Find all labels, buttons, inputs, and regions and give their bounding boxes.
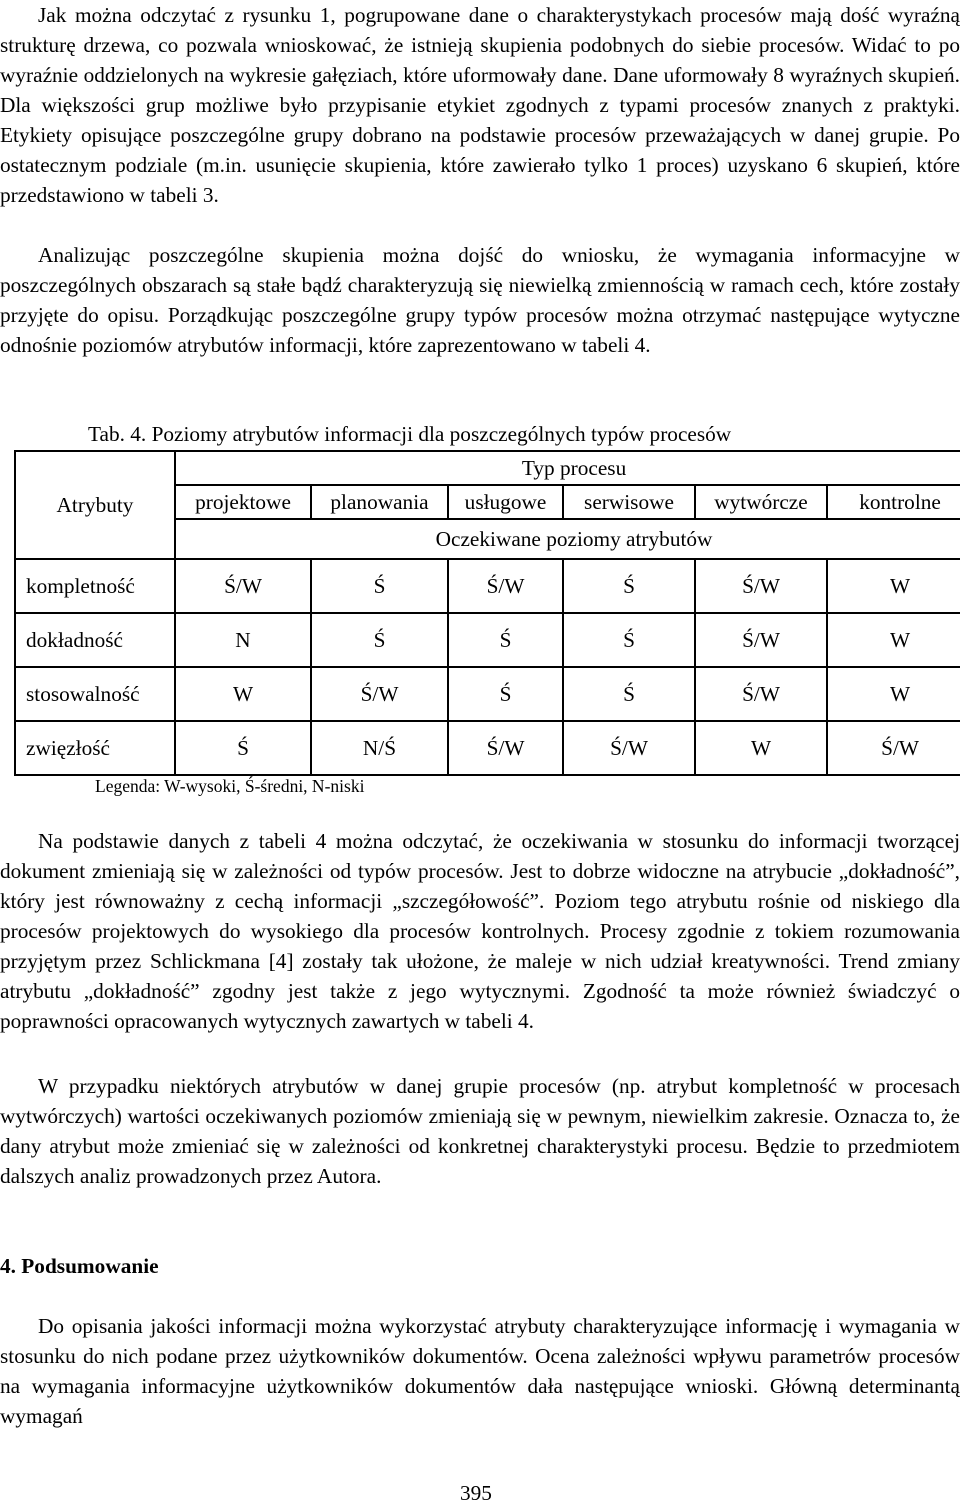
table-cell: Ś	[311, 559, 448, 613]
column-header-planowania: planowania	[311, 485, 448, 519]
table-cell: W	[695, 721, 827, 775]
table-row-stosowalnosc	[15, 667, 960, 721]
column-header-kontrolne: kontrolne	[827, 485, 960, 519]
attributes-header-cell: Atrybuty	[15, 451, 175, 559]
section-heading-summary: 4. Podsumowanie	[0, 1254, 159, 1278]
table-cell: Ś/W	[448, 721, 563, 775]
column-header-projektowe: projektowe	[175, 485, 311, 519]
row-attribute-label: kompletność	[15, 559, 175, 613]
table-cell: Ś	[448, 613, 563, 667]
table-cell: Ś/W	[827, 721, 960, 775]
table-cell: Ś	[563, 667, 695, 721]
table-cell: Ś	[448, 667, 563, 721]
paragraph-cluster-analysis: Analizując poszczególne skupienia można dojść do wniosku, że wymagania informacyjne w poszczególnych obszarach są stałe bądź charakteryzują się niewielką zmiennością w ramach cech, które zostały przyjęte do opisu. Porządkując poszczególne grupy typów procesów można otrzymać następujące wytyczne odnośnie poziomów atrybutów informacji, które zaprezentowano w tabeli 4.	[0, 243, 960, 357]
table-cell: Ś/W	[695, 667, 827, 721]
table-cell: N	[175, 613, 311, 667]
page-number: 395	[460, 1481, 492, 1505]
column-header-serwisowe: serwisowe	[563, 485, 695, 519]
column-header-wytworcze: wytwórcze	[695, 485, 827, 519]
paragraph-clustering-results: Jak można odczytać z rysunku 1, pogrupowane dane o charakterystykach procesów mają dość wyraźną strukturę drzewa, co pozwala wnioskować, że istnieją skupienia podobnych do siebie procesów. Widać to po wyraźnie oddzielonych na wykresie gałęziach, które uformowały dane. Dane uformowały 8 wyraźnych skupień. Dla większości grup możliwe było przypisanie etykiet zgodnych z typami procesów znanych z praktyki. Etykiety opisujące poszczególne grupy dobrano na podstawie procesów przeważających w danej grupie. Po ostatecznym podziale (m.in. usunięcie skupienia, które zawierało tylko 1 proces) uzyskano 6 skupień, które przedstawiono w tabeli 3.	[0, 3, 960, 207]
paragraph-table-discussion: Na podstawie danych z tabeli 4 można odczytać, że oczekiwania w stosunku do informacji tworzącej dokument zmieniają się w zależności od typów procesów. Jest to dobrze widoczne na atrybucie „dokładność”, który jest równoważny z cechą informacji „szczegółowość”. Poziom tego atrybutu rośnie od niskiego dla procesów projektowych do wysokiego dla procesów kontrolnych. Procesy zgodnie z tokiem rozumowania przyjętym przez Schlickmana [4] zostały tak ułożone, że maleje w nich udział kreatywności. Trend zmiany atrybutu „dokładność” zgodny jest także z jego wytycznymi. Zgodność ta może również świadczyć o poprawności opracowanych wytycznych zawartych w tabeli 4.	[0, 829, 960, 1033]
expected-levels-header: Oczekiwane poziomy atrybutów	[175, 519, 960, 559]
table-row-kompletnosc	[15, 559, 960, 613]
table-cell: Ś/W	[695, 613, 827, 667]
column-header-uslugowe: usługowe	[448, 485, 563, 519]
paragraph-attribute-variation: W przypadku niektórych atrybutów w danej grupie procesów (np. atrybut kompletność w procesach wytwórczych) wartości oczekiwanych poziomów zmieniają się w pewnym, niewielkim zakresie. Oznacza to, że dany atrybut może zmieniać się w zależności od konkretnej charakterystyki procesu. Będzie to przedmiotem dalszych analiz prowadzonych przez Autora.	[0, 1074, 960, 1188]
table-legend: Legenda: W-wysoki, Ś-średni, N-niski	[95, 776, 365, 796]
process-type-header: Typ procesu	[175, 451, 960, 485]
table-cell: W	[827, 613, 960, 667]
attribute-levels-table	[14, 450, 960, 776]
table-cell: Ś	[311, 613, 448, 667]
row-attribute-label: dokładność	[15, 613, 175, 667]
table-cell: Ś/W	[448, 559, 563, 613]
table-cell: Ś	[563, 613, 695, 667]
table-cell: W	[827, 667, 960, 721]
table-cell: N/Ś	[311, 721, 448, 775]
table-cell: W	[175, 667, 311, 721]
table-cell: Ś	[563, 559, 695, 613]
table-cell: Ś/W	[695, 559, 827, 613]
paragraph-summary: Do opisania jakości informacji można wykorzystać atrybuty charakteryzujące informację i wymagania w stosunku do nich podane przez użytkowników dokumentów. Ocena zależności wpływu parametrów procesów na wymagania informacyjne użytkowników dokumentów dała następujące wnioski. Główną determinantą wymagań	[0, 1314, 960, 1428]
table-cell: Ś/W	[311, 667, 448, 721]
row-attribute-label: zwięzłość	[15, 721, 175, 775]
table-row-dokladnosc	[15, 613, 960, 667]
table-cell: Ś/W	[563, 721, 695, 775]
table-cell: Ś/W	[175, 559, 311, 613]
row-attribute-label: stosowalność	[15, 667, 175, 721]
table-cell: W	[827, 559, 960, 613]
table-caption: Tab. 4. Poziomy atrybutów informacji dla poszczególnych typów procesów	[88, 422, 732, 446]
table-cell: Ś	[175, 721, 311, 775]
table-row-zwiezlosc	[15, 721, 960, 775]
